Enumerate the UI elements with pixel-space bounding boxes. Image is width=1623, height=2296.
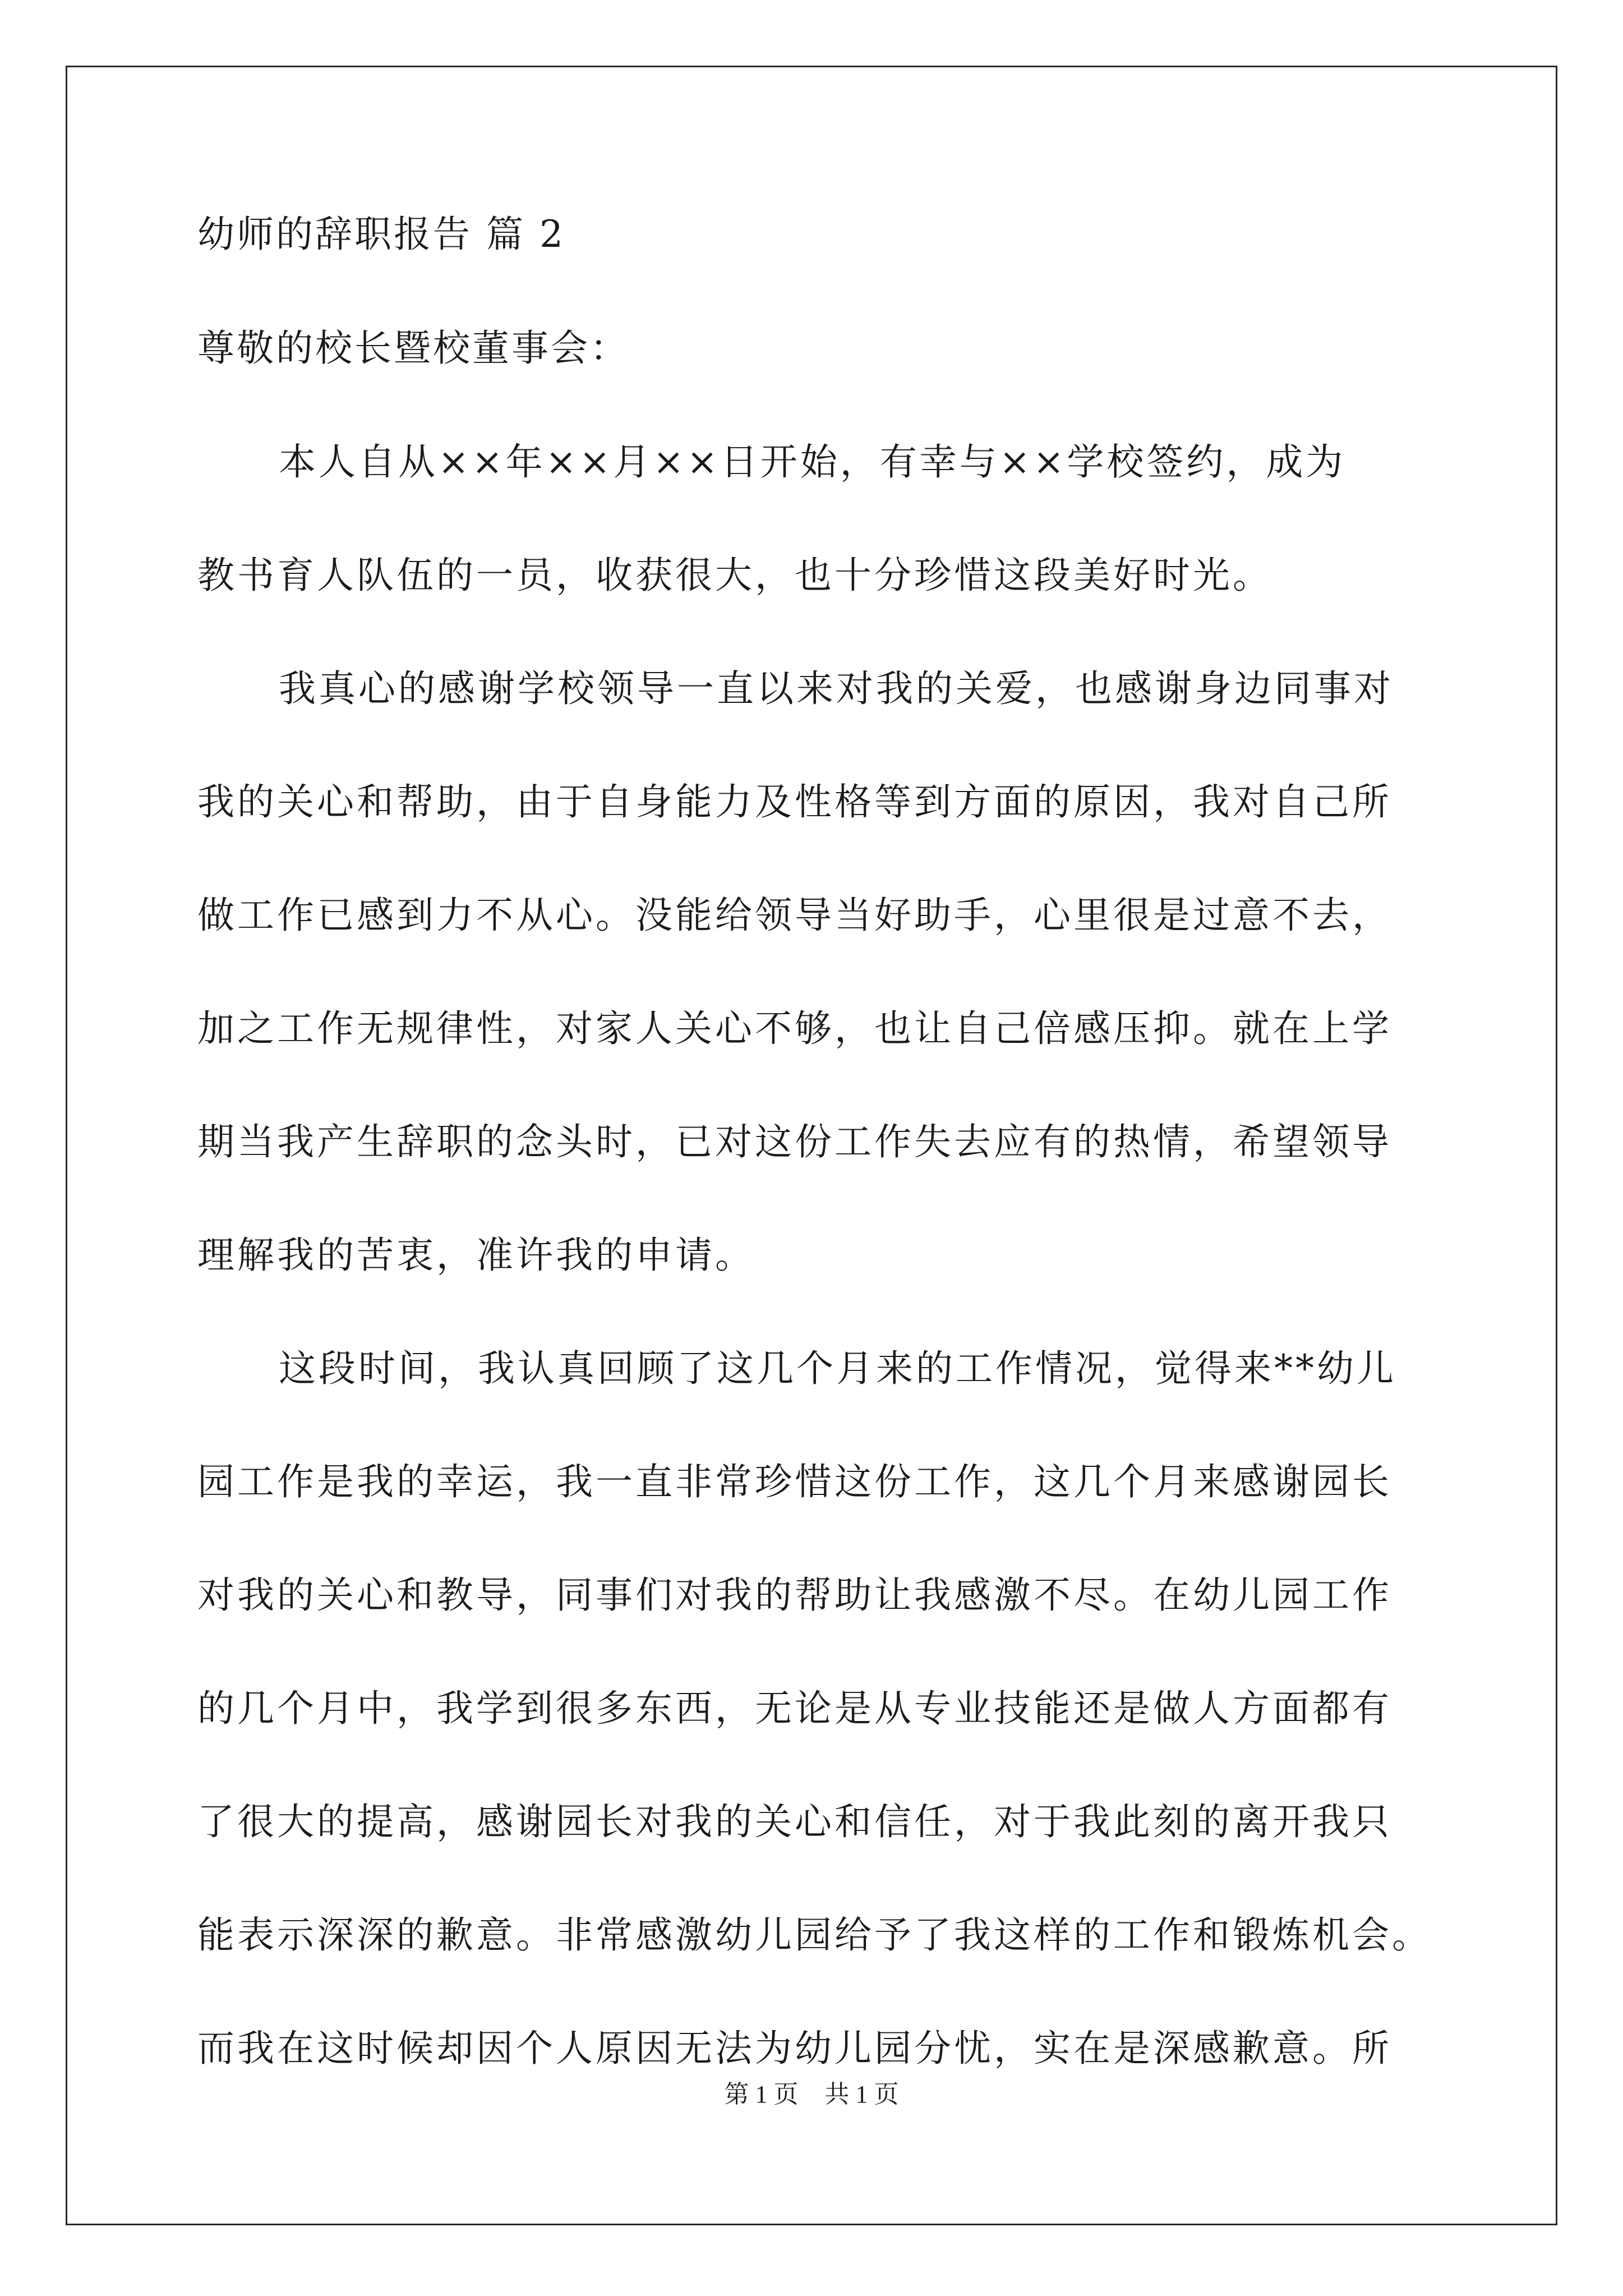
text-line: 而我在这时候却因个人原因无法为幼儿园分忧，实在是深感歉意。所: [197, 2027, 1392, 2070]
body-text: [197, 440, 1465, 2070]
page-total: 共 1 页: [824, 2081, 899, 2108]
text-line: 教书育人队伍的一员，收获很大，也十分珍惜这段美好时光。: [197, 554, 1272, 597]
text-line: 的几个月中，我学到很多东西，无论是从专业技能还是做人方面都有: [197, 1687, 1392, 1730]
text-line: 我真心的感谢学校领导一直以来对我的关爱，也感谢身边同事对: [279, 667, 1394, 710]
text-line: 对我的关心和教导，同事们对我的帮助让我感激不尽。在幼儿园工作: [197, 1573, 1392, 1617]
text-line: 能表示深深的歉意。非常感激幼儿园给予了我这样的工作和锻炼机会。: [197, 1913, 1432, 1957]
text-line: 做工作已感到力不从心。没能给领导当好助手，心里很是过意不去，: [197, 894, 1392, 937]
page-number: 第 1 页: [724, 2081, 799, 2108]
document-body: [197, 213, 1465, 2143]
page-footer: [0, 2082, 1623, 2107]
text-line: 加之工作无规律性，对家人关心不够，也让自己倍感压抑。就在上学: [197, 1007, 1392, 1050]
text-line: 了很大的提高，感谢园长对我的关心和信任，对于我此刻的离开我只: [197, 1800, 1392, 1843]
text-line: 理解我的苦衷，准许我的申请。: [197, 1234, 755, 1277]
text-line: 园工作是我的幸运，我一直非常珍惜这份工作，这几个月来感谢园长: [197, 1460, 1392, 1503]
text-line: 期当我产生辞职的念头时，已对这份工作失去应有的热情，希望领导: [197, 1120, 1392, 1163]
document-title: 幼师的辞职报告 篇 2: [197, 213, 565, 256]
text-line: 本人自从××年××月××日开始，有幸与××学校签约，成为: [279, 440, 1346, 484]
text-line: 我的关心和帮助，由于自身能力及性格等到方面的原因，我对自己所: [197, 780, 1392, 823]
salutation: 尊敬的校长暨校董事会：: [197, 326, 629, 370]
text-line: 这段时间，我认真回顾了这几个月来的工作情况，觉得来**幼儿: [279, 1347, 1396, 1390]
